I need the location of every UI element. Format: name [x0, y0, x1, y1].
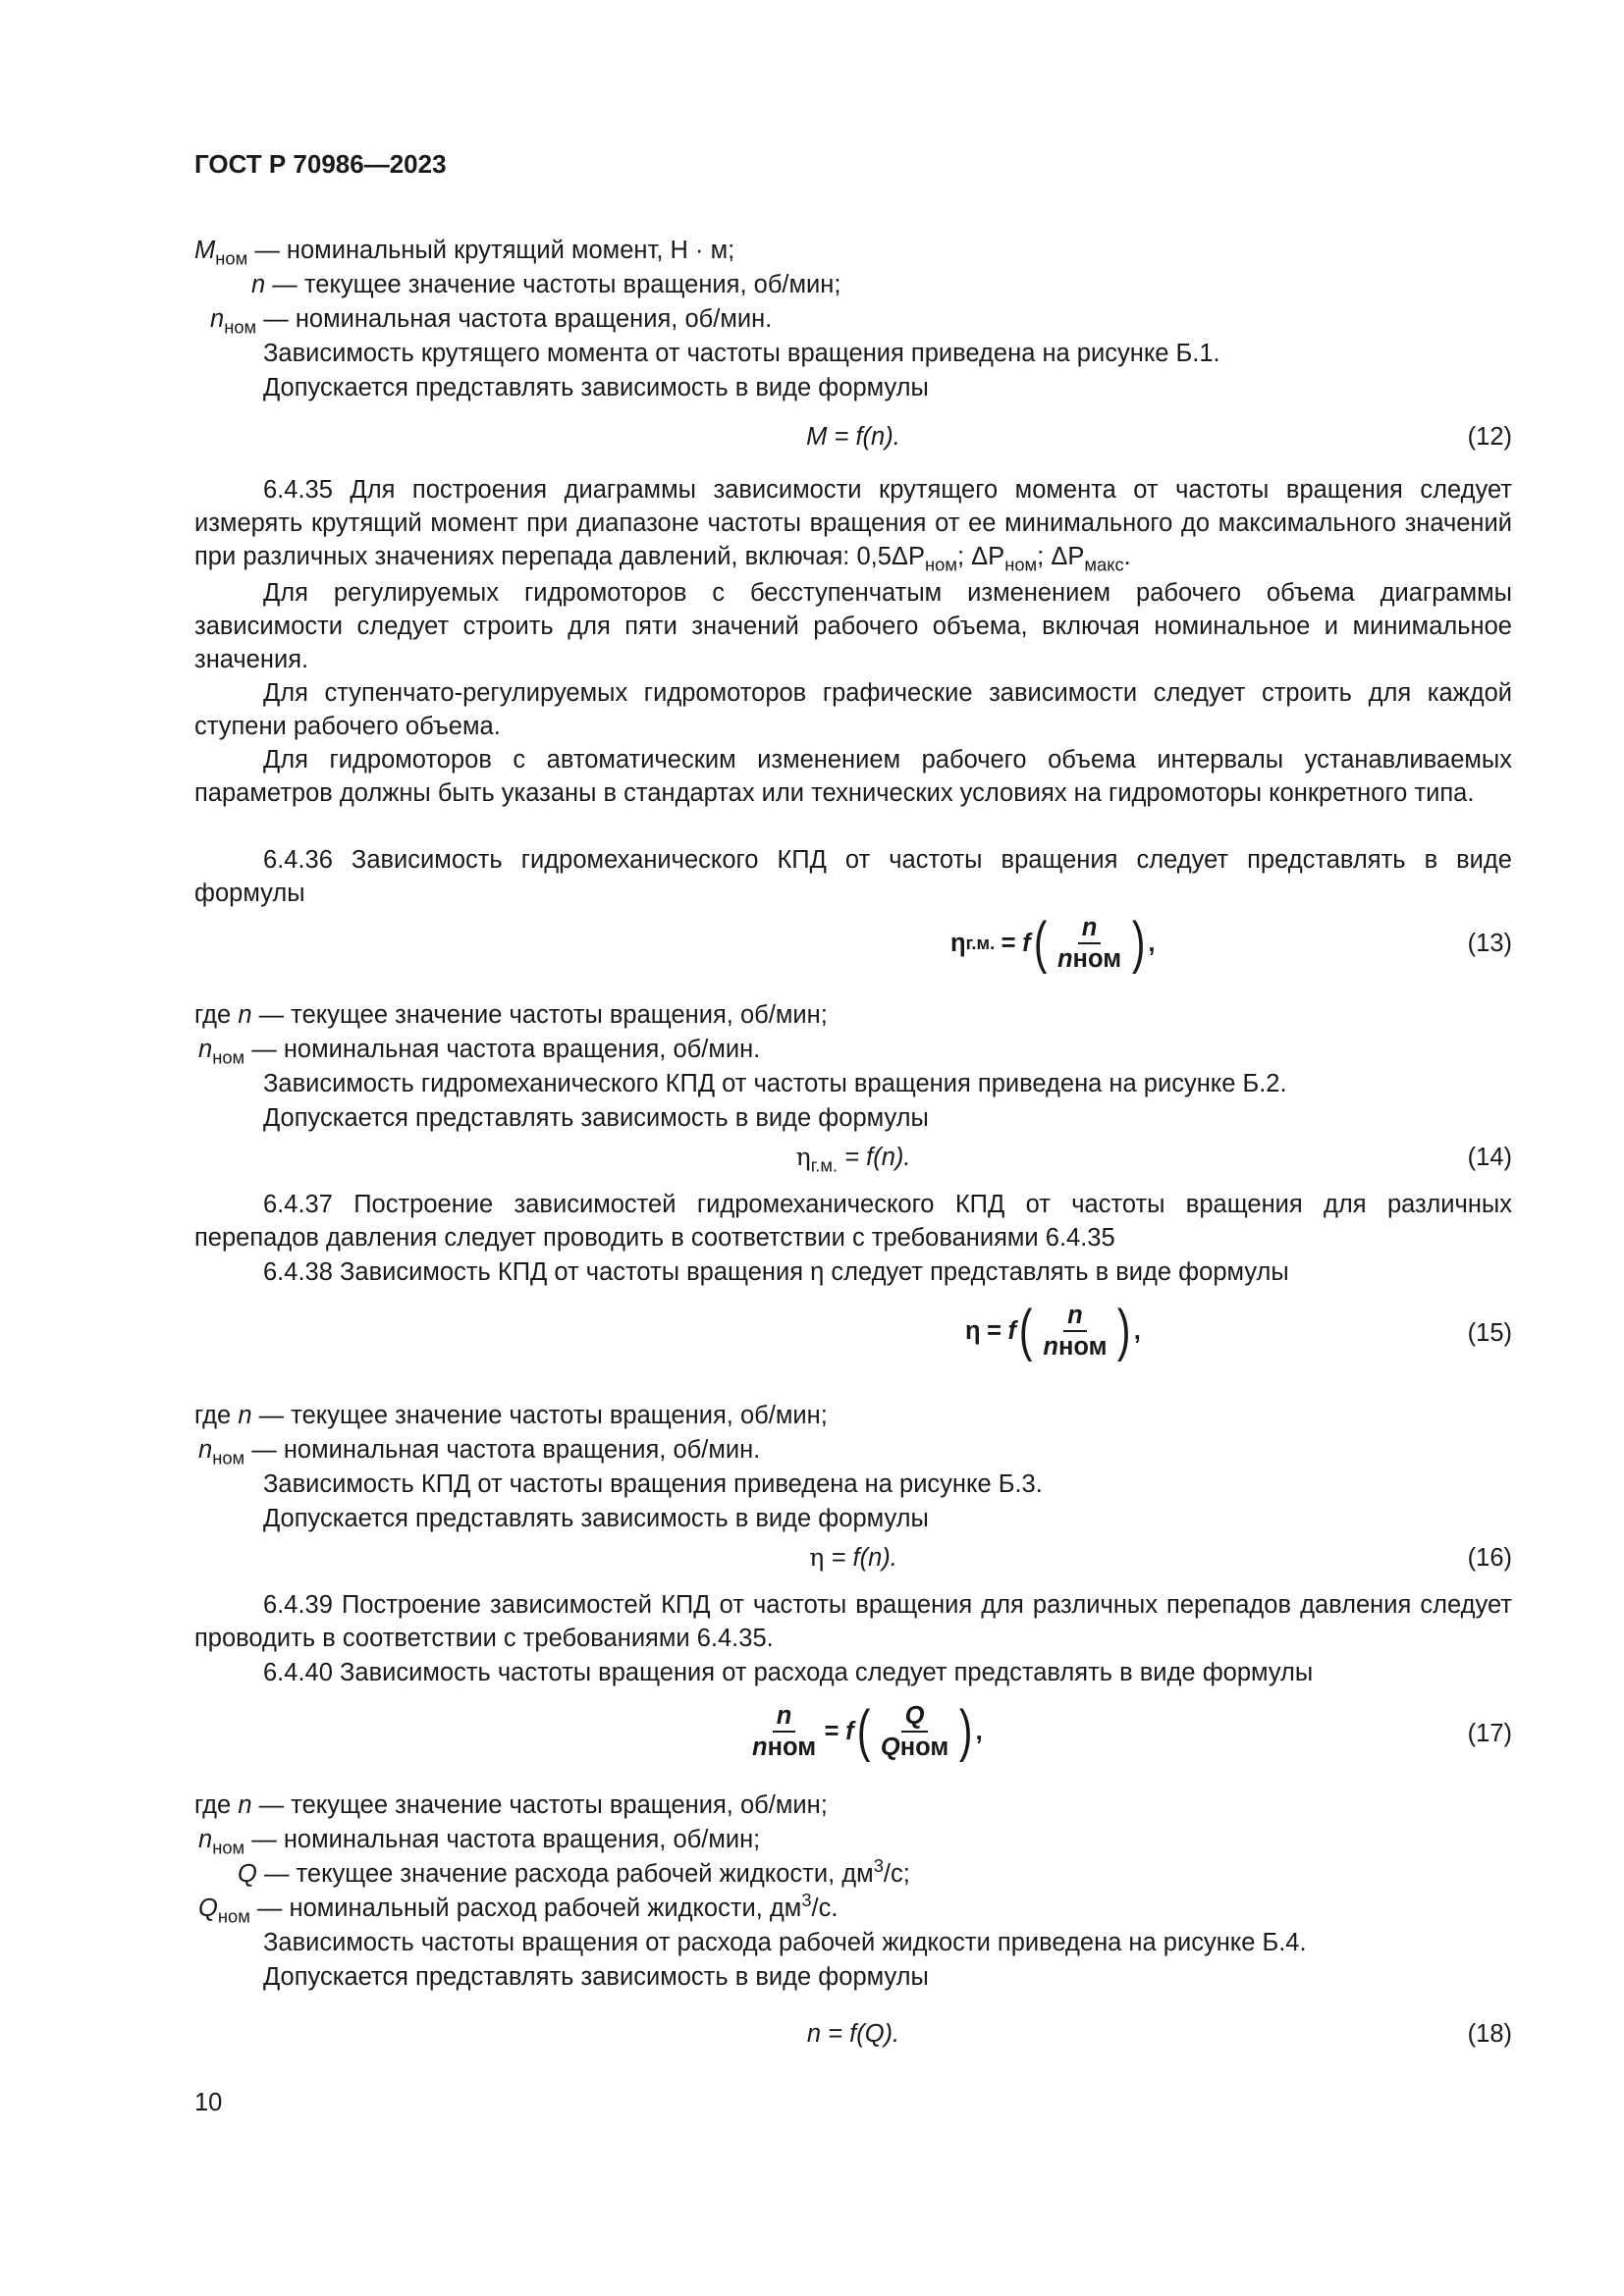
right-paren: ) — [1117, 1299, 1131, 1362]
definition-row — [194, 1789, 828, 1822]
paragraph: Допускается представлять зависимость в виде формулы — [263, 1963, 929, 1991]
right-paren: ) — [959, 1699, 973, 1763]
den-subscript: ном — [899, 1734, 949, 1761]
text: ; ΔP — [1037, 543, 1085, 570]
subscript: ном — [924, 554, 957, 575]
numerator: n — [1063, 1301, 1087, 1332]
definition-text: — номинальная частота вращения, об/мин. — [251, 1036, 761, 1063]
comma: , — [1133, 1317, 1141, 1345]
equation-number: (14) — [1467, 1144, 1512, 1171]
paragraph-6-4-40: 6.4.40 Зависимость частоты вращения от расхода следует представлять в виде формулы — [263, 1659, 1314, 1686]
fraction — [1039, 1301, 1110, 1362]
paragraph-6-4-37: 6.4.37 Построение зависимостей гидромеханического КПД от частоты вращения для различных перепадов давления следует проводить в соответствии с требованиями 6.4.35 — [194, 1191, 1512, 1252]
rhs: = f(n). — [838, 1144, 911, 1171]
definition-text: — номинальная частота вращения, об/мин. — [251, 1436, 761, 1464]
definition-row — [194, 234, 734, 267]
formula — [744, 1701, 983, 1762]
symbol: n — [251, 271, 266, 298]
comma: , — [975, 1718, 983, 1745]
eta-symbol: η — [795, 1143, 811, 1172]
definition-text: — номинальная частота вращения, об/мин. — [263, 305, 773, 333]
paragraph-text: 6.4.35 Для построения диаграммы зависимости крутящего момента от частоты вращения следует измерять крутящий момент при диапазоне частоты вращения от ее минимального до максимального значений при различных значениях перепада давлений, включая: 0,5ΔP — [194, 476, 1512, 570]
symbol-subscript: ном — [212, 1046, 245, 1068]
equation-15 — [194, 1301, 1512, 1369]
rhs: = f(n). — [824, 1544, 897, 1572]
subscript: макс — [1084, 554, 1124, 575]
den-symbol: n — [1056, 945, 1073, 973]
rhs-numerator: Q — [901, 1701, 929, 1733]
symbol-subscript: ном — [224, 316, 257, 338]
superscript: 3 — [873, 1854, 884, 1876]
den-subscript: ном — [767, 1734, 817, 1761]
eta-subscript: г.м. — [810, 1154, 839, 1176]
paragraph: Зависимость частоты вращения от расхода рабочей жидкости приведена на рисунке Б.4. — [263, 1929, 1307, 1956]
eta-symbol: η — [809, 1543, 825, 1573]
definition-text: — номинальный расход рабочей жидкости, дм — [256, 1895, 802, 1922]
paragraph: Зависимость крутящего момента от частоты вращения приведена на рисунке Б.1. — [263, 340, 1220, 367]
definition-row — [238, 1854, 910, 1891]
equation-13 — [194, 913, 1512, 982]
equation-body — [194, 1541, 1512, 1575]
equation-number: (18) — [1467, 2020, 1512, 2048]
equation-body: n = f(Q). — [806, 2020, 900, 2048]
paragraph: Зависимость гидромеханического КПД от частоты вращения приведена на рисунке Б.2. — [263, 1070, 1287, 1097]
definition-row — [198, 1433, 760, 1467]
equation-17 — [194, 1701, 1512, 1770]
paragraph: Допускается представлять зависимость в виде формулы — [263, 374, 929, 401]
paragraph: Для регулируемых гидромоторов с бесступенчатым изменением рабочего объема диаграммы зависимости следует строить для пяти значений рабочего объема, включая номинальное и минимальное значения. — [194, 579, 1512, 673]
den-symbol: n — [1043, 1333, 1058, 1361]
equation-number: (16) — [1467, 1544, 1512, 1572]
symbol-subscript: ном — [217, 1905, 250, 1927]
symbol: n — [198, 1436, 213, 1464]
paragraph-6-4-38: 6.4.38 Зависимость КПД от частоты вращения η следует представлять в виде формулы — [263, 1258, 1289, 1286]
lhs-denominator — [748, 1733, 820, 1762]
den-symbol: n — [752, 1734, 768, 1761]
paragraph: Допускается представлять зависимость в виде формулы — [263, 1104, 929, 1132]
den-subscript: ном — [1072, 945, 1122, 973]
numerator: n — [1078, 913, 1102, 944]
definition-text: — номинальная частота вращения, об/мин; — [251, 1826, 761, 1853]
definition-row — [198, 1033, 760, 1066]
definition-text: — текущее значение частоты вращения, об/мин; — [258, 1791, 828, 1819]
definition-text: — текущее значение частоты вращения, об/мин; — [272, 271, 841, 298]
eta-symbol: η — [950, 930, 966, 957]
definition-row — [194, 1399, 828, 1432]
equation-number: (12) — [1467, 423, 1512, 451]
prefix: где — [194, 1402, 232, 1429]
lhs-numerator: n — [773, 1701, 796, 1733]
text: ; ΔP — [956, 543, 1005, 570]
paragraph-6-4-39: 6.4.39 Построение зависимостей КПД от частоты вращения для различных перепадов давления следует проводить в соответствии с требованиями 6.4.35. — [194, 1591, 1512, 1652]
equation-12 — [194, 420, 1512, 459]
document-header: ГОСТ Р 70986—2023 — [194, 149, 447, 179]
definition-text: — текущее значение частоты вращения, об/мин; — [258, 1402, 828, 1429]
symbol: n — [198, 1036, 213, 1063]
denominator — [1054, 944, 1125, 974]
equation-18 — [194, 2017, 1512, 2056]
definition-text: — номинальный крутящий момент, Н · м; — [254, 237, 735, 264]
symbol: n — [198, 1826, 213, 1853]
definition-row — [198, 1889, 839, 1927]
definition-row — [198, 1823, 760, 1856]
paragraph: Допускается представлять зависимость в виде формулы — [263, 1505, 929, 1532]
text: . — [1123, 543, 1131, 570]
prefix: где — [194, 1001, 232, 1029]
symbol: Q — [198, 1895, 218, 1922]
symbol-subscript: ном — [212, 1447, 245, 1468]
equation-14 — [194, 1141, 1512, 1180]
definition-text: — текущее значение частоты вращения, об/мин; — [258, 1001, 828, 1029]
text: /с. — [811, 1895, 839, 1922]
equation-16 — [194, 1541, 1512, 1580]
symbol: n — [210, 305, 225, 333]
text: /с; — [883, 1860, 910, 1888]
prefix: где — [194, 1791, 232, 1819]
symbol: n — [238, 1791, 252, 1819]
definition-row — [210, 302, 772, 336]
paragraph-6-4-35 — [194, 473, 1512, 573]
equation-body: M = f(n). — [806, 423, 900, 451]
definition-row — [194, 998, 828, 1032]
comma: , — [1148, 930, 1156, 957]
paragraph-6-4-36: 6.4.36 Зависимость гидромеханического КПД от частоты вращения следует представлять в виде формулы — [194, 846, 1512, 907]
page-number: 10 — [194, 2089, 223, 2116]
definition-text: — текущее значение расхода рабочей жидкости, дм — [263, 1860, 874, 1888]
symbol-subscript: ном — [215, 247, 248, 269]
definition-row — [251, 268, 840, 301]
den-subscript: ном — [1057, 1333, 1108, 1361]
subscript: ном — [1004, 554, 1038, 575]
lhs-fraction — [748, 1701, 820, 1762]
equation-body — [194, 1141, 1512, 1174]
equals-f: = f — [1001, 930, 1031, 957]
rhs-denominator — [877, 1733, 952, 1762]
symbol: n — [238, 1001, 252, 1029]
equation-number: (13) — [1467, 930, 1512, 957]
formula — [965, 1301, 1141, 1362]
left-paren: ( — [1033, 911, 1048, 975]
equals-f: = f — [986, 1317, 1017, 1345]
paragraph: Для гидромоторов с автоматическим изменением рабочего объема интервалы устанавливаемых параметров должны быть указаны в стандартах или технических условиях на гидромоторы конкретного типа. — [194, 746, 1512, 807]
formula: η г.м. = f ( $\frac{n}{\text{nном}}$ ) , — [950, 911, 1156, 975]
left-paren: ( — [1018, 1299, 1033, 1362]
eta-symbol: η — [965, 1317, 981, 1345]
paragraph: Зависимость КПД от частоты вращения приведена на рисунке Б.3. — [263, 1470, 1043, 1498]
left-paren: ( — [856, 1699, 870, 1763]
den-symbol: Q — [880, 1734, 900, 1761]
symbol-subscript: ном — [212, 1837, 245, 1858]
right-paren: ) — [1131, 911, 1146, 975]
paragraph: Для ступенчато-регулируемых гидромоторов графические зависимости следует строить для каждой ступени рабочего объема. — [194, 679, 1512, 740]
fraction — [1054, 913, 1125, 974]
symbol: M — [194, 237, 216, 264]
equals-f: = f — [824, 1718, 854, 1745]
denominator — [1039, 1332, 1110, 1362]
rhs-fraction — [877, 1701, 952, 1762]
equation-number: (15) — [1467, 1319, 1512, 1347]
equation-number: (17) — [1467, 1720, 1512, 1747]
symbol: Q — [238, 1860, 257, 1888]
superscript: 3 — [801, 1889, 812, 1910]
symbol: n — [238, 1402, 252, 1429]
